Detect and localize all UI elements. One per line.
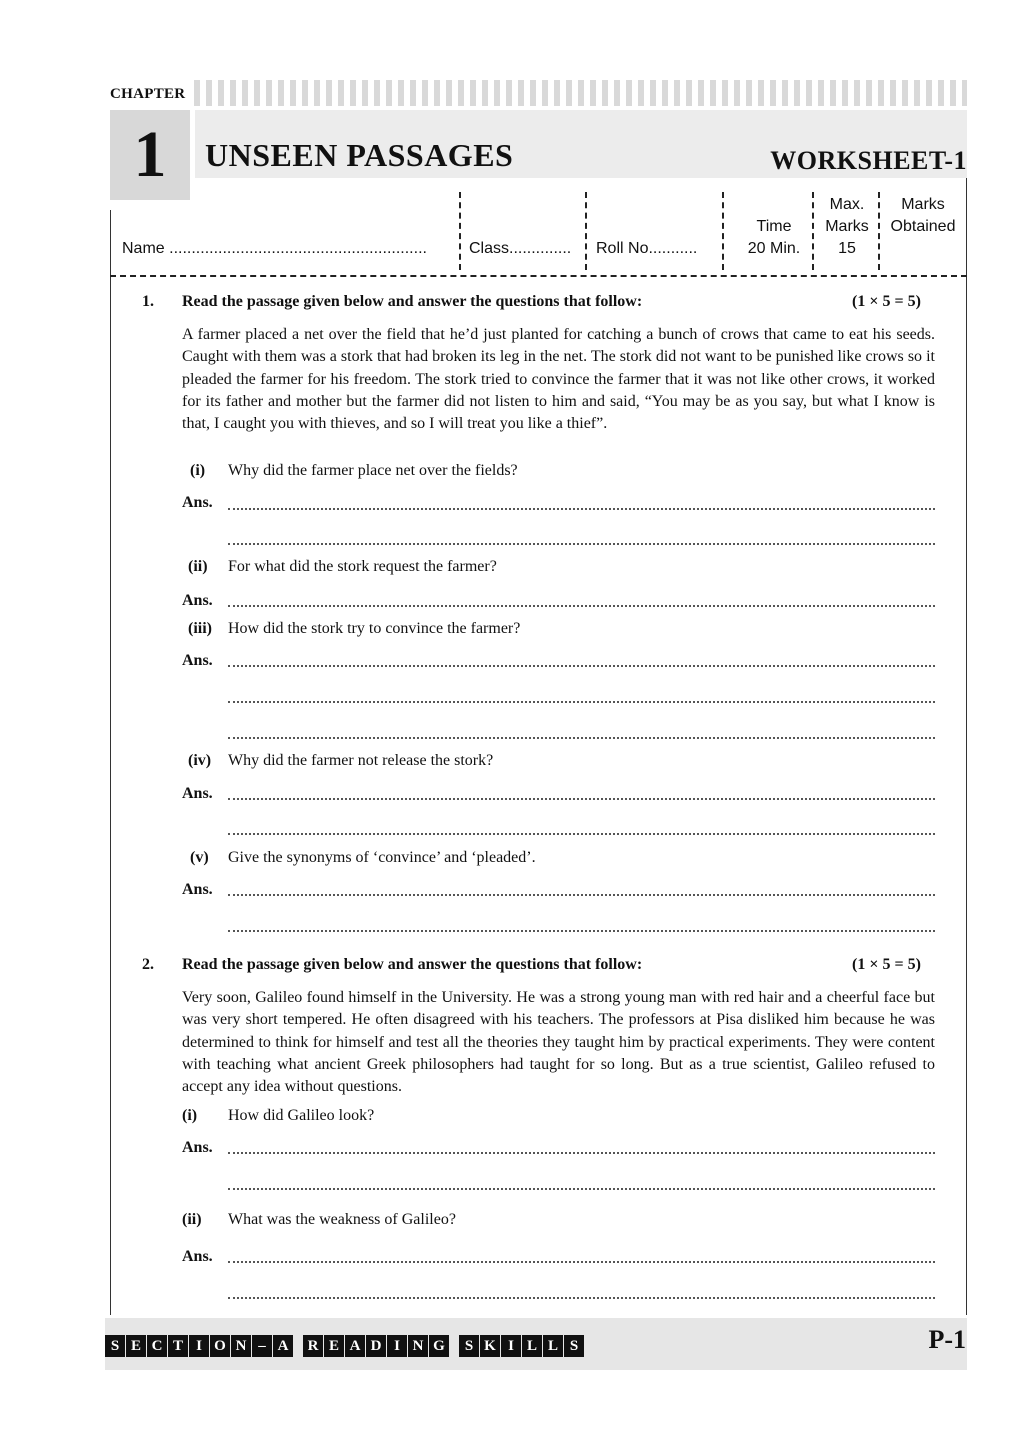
worksheet-label: WORKSHEET-1 — [770, 146, 967, 175]
page-number: P-1 — [928, 1325, 966, 1354]
section-title-letter: E — [324, 1335, 344, 1357]
divider — [722, 192, 724, 270]
section-title-letter: N — [408, 1335, 428, 1357]
chapter-label: CHAPTER — [110, 80, 190, 106]
section-title-letter: A — [345, 1335, 365, 1357]
section-title-letter: E — [126, 1335, 146, 1357]
answer-line[interactable] — [228, 1261, 935, 1263]
answer-line[interactable] — [228, 737, 935, 739]
section-title-letter: – — [252, 1335, 272, 1357]
answer-label: Ans. — [182, 1139, 213, 1156]
answer-label: Ans. — [182, 881, 213, 898]
q1-instruction: Read the passage given below and answer the questions that follow: — [182, 293, 643, 310]
q2-sub-number: (i) — [182, 1107, 198, 1124]
answer-line[interactable] — [228, 508, 935, 510]
roll-field: Roll No........... — [596, 240, 698, 257]
word-gap — [294, 1335, 303, 1357]
q1-sub-number: (iv) — [188, 752, 212, 769]
section-title-letter: G — [429, 1335, 449, 1357]
q1-number: 1. — [142, 293, 154, 310]
section-title-letter: I — [387, 1335, 407, 1357]
answer-label: Ans. — [182, 652, 213, 669]
q1-sub-question: Why did the farmer not release the stork? — [228, 752, 494, 769]
section-title-letter: O — [210, 1335, 230, 1357]
info-row-divider — [110, 275, 967, 277]
time-label: Time — [756, 218, 792, 235]
divider — [812, 192, 814, 270]
answer-line[interactable] — [228, 798, 935, 800]
answer-line[interactable] — [228, 1152, 935, 1154]
class-field: Class.............. — [469, 240, 572, 257]
section-title-letter: N — [231, 1335, 251, 1357]
chapter-title: UNSEEN PASSAGES — [205, 137, 514, 173]
q2-sub-question: What was the weakness of Galileo? — [228, 1211, 456, 1228]
answer-label: Ans. — [182, 592, 213, 609]
max-marks-value: 15 — [838, 240, 856, 257]
section-title-letter: T — [168, 1335, 188, 1357]
section-title-letter: K — [480, 1335, 500, 1357]
q1-sub-question: How did the stork try to convince the farmer? — [228, 620, 521, 637]
answer-line[interactable] — [228, 701, 935, 703]
max-marks-label-1: Max. — [829, 196, 865, 213]
section-title-letter: I — [501, 1335, 521, 1357]
q1-passage: A farmer placed a net over the field that he’d just planted for catching a bunch of crows that came to eat his seeds. Caught with them was a stork that had broken its leg in the net. The stork did not want to be punished like crows so it pleaded the farmer for his freedom. The stork tried to convince the farmer that it was not like other crows, it worked for its father and mother but the farmer did not listen to him and said, “You may be as you say, but what I know is that, I caught you with thieves, and so I will treat you like a thief”. — [182, 326, 935, 433]
answer-label: Ans. — [182, 494, 213, 511]
divider — [878, 192, 880, 270]
section-title-letter: S — [459, 1335, 479, 1357]
q2-passage: Very soon, Galileo found himself in the University. He was a strong young man with red hair and a cheerful face but was very short tempered. He often disagreed with his teachers. The professors at Pisa disliked him because he was determined to think for himself and test all the theories they taught him by practical experiments. They were content with teaching what ancient Greek philosophers had taught for so long. But as a true scientist, Galileo refused to accept any idea without questions. — [182, 989, 935, 1096]
section-title — [105, 1335, 585, 1357]
answer-line[interactable] — [228, 1297, 935, 1299]
marks-obtained-label-1: Marks — [901, 196, 945, 213]
chapter-number: 1 — [110, 110, 190, 200]
word-gap — [450, 1335, 459, 1357]
header-stripes — [110, 80, 967, 106]
max-marks-label-2: Marks — [825, 218, 869, 235]
section-title-letter: C — [147, 1335, 167, 1357]
q2-instruction: Read the passage given below and answer the questions that follow: — [182, 956, 643, 973]
section-title-letter: D — [366, 1335, 386, 1357]
frame-left-border — [110, 210, 111, 1315]
q1-sub-number: (iii) — [188, 620, 212, 637]
q1-sub-number: (v) — [190, 849, 209, 866]
section-title-letter: A — [273, 1335, 293, 1357]
answer-line[interactable] — [228, 930, 935, 932]
answer-label: Ans. — [182, 1248, 213, 1265]
section-title-letter: I — [189, 1335, 209, 1357]
q2-sub-number: (ii) — [182, 1211, 202, 1228]
answer-line[interactable] — [228, 833, 935, 835]
answer-line[interactable] — [228, 665, 935, 667]
q1-sub-question: For what did the stork request the farmer? — [228, 558, 497, 575]
answer-line[interactable] — [228, 605, 935, 607]
q1-sub-number: (ii) — [188, 558, 208, 575]
q2-marks: (1 × 5 = 5) — [852, 956, 921, 973]
q2-number: 2. — [142, 956, 154, 973]
q1-sub-number: (i) — [190, 462, 206, 479]
section-title-letter: L — [522, 1335, 542, 1357]
section-title-letter: S — [105, 1335, 125, 1357]
marks-obtained-label-2: Obtained — [890, 218, 956, 235]
answer-label: Ans. — [182, 785, 213, 802]
name-field: Name .......................................................... — [122, 240, 427, 257]
q1-sub-question: Give the synonyms of ‘convince’ and ‘pleaded’. — [228, 849, 536, 866]
section-title-letter: S — [564, 1335, 584, 1357]
frame-right-border — [966, 178, 967, 1315]
time-value: 20 Min. — [747, 240, 801, 257]
section-title-letter: L — [543, 1335, 563, 1357]
divider — [459, 192, 461, 270]
q2-sub-question: How did Galileo look? — [228, 1107, 375, 1124]
section-title-letter: R — [303, 1335, 323, 1357]
divider — [585, 192, 587, 270]
q1-sub-question: Why did the farmer place net over the fields? — [228, 462, 518, 479]
answer-line[interactable] — [228, 1188, 935, 1190]
answer-line[interactable] — [228, 894, 935, 896]
q1-marks: (1 × 5 = 5) — [852, 293, 921, 310]
answer-line[interactable] — [228, 543, 935, 545]
